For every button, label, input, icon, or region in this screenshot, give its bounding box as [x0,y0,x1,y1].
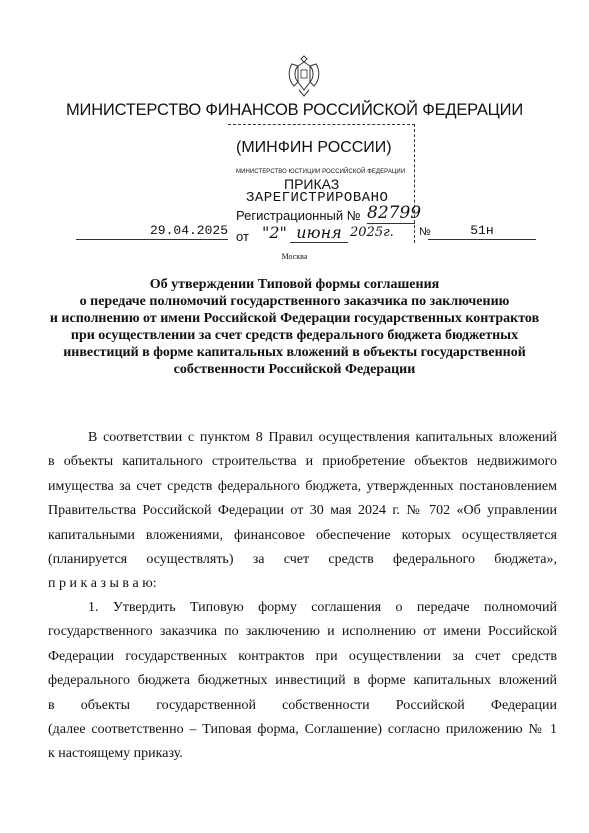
title-line: собственности Российской Федерации [173,362,416,377]
stamp-reg-number: 82799 [367,203,422,223]
stamp-ministry-justice: МИНИСТЕРСТВО ЮСТИЦИИ РОССИЙСКОЙ ФЕДЕРАЦИИ [236,168,406,175]
ministry-short-name: (МИНФИН РОССИИ) [236,139,392,156]
stamp-date-year: 2025г. [350,225,394,240]
paragraph-line: в объекты государственной собственности Российской Федерации [48,697,557,713]
paragraph-line: 1. Утвердить Типовую форму соглашения о передаче полномочий [88,600,557,615]
paragraph-preamble [48,426,557,597]
stamp-date-label: от [236,229,249,244]
paragraph-line: В соответствии с пунктом 8 Правил осуществления капитальных вложений [88,430,557,445]
stamp-registered: ЗАРЕГИСТРИРОВАНО [246,190,389,206]
paragraph-line: п р и к а з ы в а ю: [48,576,157,592]
coat-of-arms-icon [284,50,324,100]
paragraph-line: в объекты капитального строительства и приобретение объектов недвижимого [48,454,557,470]
title-line: и исполнению от имени Российской Федерации государственных контрактов [49,311,540,326]
paragraph-line: (планируется осуществлять) за счет средств федерального бюджета», [48,552,557,568]
paragraph-line: капитальными вложениями, финансовое обеспечение которых осуществляется [48,527,557,543]
stamp-order-label: ПРИКАЗ [284,176,340,192]
paragraph-line: Правительства Российской Федерации от 30 мая 2024 г. № 702 «Об управлении [48,503,557,519]
order-date: 29.04.2025 [76,223,228,240]
stamp-date-day: "2" [262,223,287,242]
stamp-date-month: июня [290,223,348,243]
title-line: о передаче полномочий государственного заказчика по заключению [79,294,510,309]
order-number: 51н [428,223,536,240]
title-line: при осуществлении за счет средств федерального бюджета бюджетных [70,328,519,343]
ministry-title: МИНИСТЕРСТВО ФИНАНСОВ РОССИЙСКОЙ ФЕДЕРАЦИИ [65,101,523,119]
order-city: Москва [281,252,308,261]
stamp-reg-label: Регистрационный № [236,208,361,223]
paragraph-item-1 [48,596,557,767]
order-number-label: № [419,226,431,238]
paragraph-line: Федерации государственных контрактов при осуществлении за счет средств [48,648,557,664]
paragraph-line: федерального бюджета бюджетных инвестиций в форме капитальных вложений [48,673,557,689]
document-title [40,276,549,378]
paragraph-line: государственного заказчика по заключению и исполнению от имени Российской [48,624,557,640]
title-line: инвестиций в форме капитальных вложений в объекты государственной [63,345,526,360]
paragraph-line: к настоящему приказу. [48,746,183,762]
paragraph-line: (далее соответственно – Типовая форма, Соглашение) согласно приложению № 1 [48,722,557,738]
paragraph-line: имущества за счет средств федерального бюджета, утвержденных постановлением [48,478,557,494]
title-line: Об утверждении Типовой формы соглашения [149,277,440,292]
